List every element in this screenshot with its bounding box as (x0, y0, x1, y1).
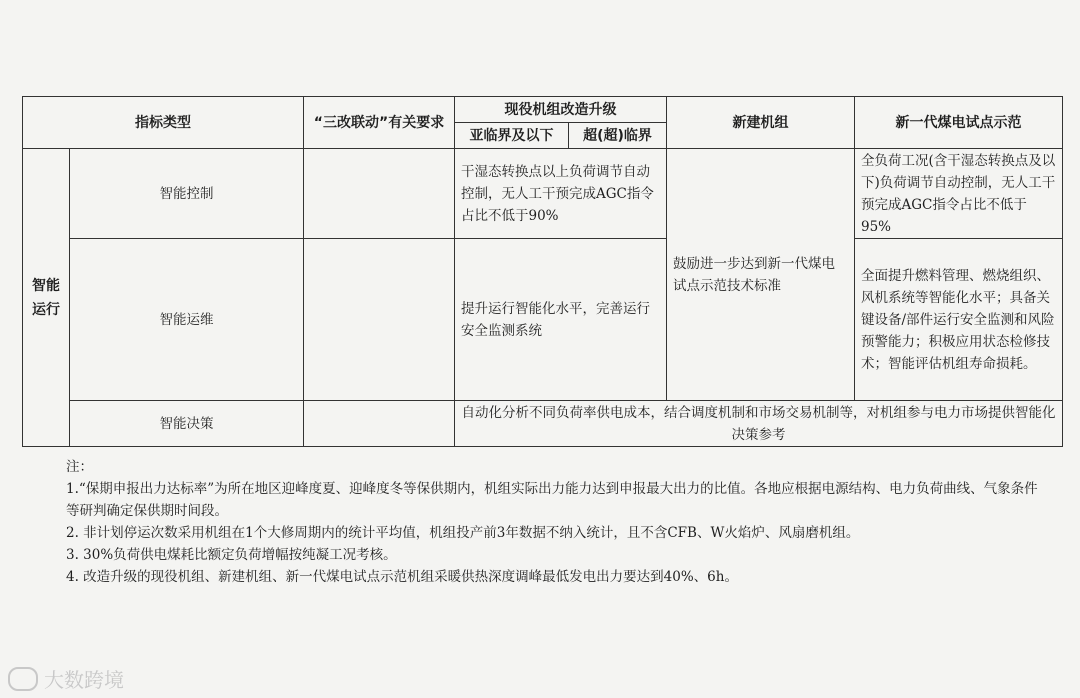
spec-table (22, 96, 1063, 447)
next-gen-control: 全负荷工况(含干湿态转换点及以下)负荷调节自动控制，无人工干预完成AGC指令占比不低于95% (855, 149, 1063, 239)
note-1: 1.“保期申报出力达标率”为所在地区迎峰度夏、迎峰度冬等保供期内，机组实际出力能力达到申报最大出力的比值。各地应根据电源结构、电力负荷曲线、气象条件等研判确定保供期时间段。 (66, 481, 1038, 519)
note-2: 2. 非计划停运次数采用机组在1个大修周期内的统计平均值，机组投产前3年数据不纳入统计，且不含CFB、W火焰炉、风扇磨机组。 (66, 525, 860, 541)
row-smart-maintenance (23, 239, 1063, 401)
header-row-1 (23, 97, 1063, 123)
three-reform-control (304, 149, 455, 239)
row-name-maintenance: 智能运维 (70, 239, 304, 401)
note-3: 3. 30%负荷供电煤耗比额定负荷增幅按纯凝工况考核。 (66, 547, 397, 563)
group-label-smart-operation: 智能 运行 (23, 149, 70, 447)
three-reform-decision (304, 401, 455, 447)
header-subcritical: 亚临界及以下 (455, 123, 569, 149)
header-next-gen: 新一代煤电试点示范 (855, 97, 1063, 149)
watermark (8, 664, 124, 693)
header-new-units: 新建机组 (667, 97, 855, 149)
header-indicator-type: 指标类型 (23, 97, 304, 149)
note-4: 4. 改造升级的现役机组、新建机组、新一代煤电试点示范机组采暖供热深度调峰最低发电出力要达到40%、6h。 (66, 569, 738, 585)
notes-title: 注： (66, 459, 93, 475)
row-smart-decision (23, 401, 1063, 447)
cloud-logo-icon (8, 667, 38, 691)
row-smart-control (23, 149, 1063, 239)
header-existing-units: 现役机组改造升级 (455, 97, 667, 123)
row-name-decision: 智能决策 (70, 401, 304, 447)
next-gen-maintenance: 全面提升燃料管理、燃烧组织、风机系统等智能化水平；具备关键设备/部件运行安全监测和风险预警能力；积极应用状态检修技术；智能评估机组寿命损耗。 (855, 239, 1063, 401)
existing-control: 干湿态转换点以上负荷调节自动控制，无人工干预完成AGC指令占比不低于90% (455, 149, 667, 239)
existing-maintenance: 提升运行智能化水平，完善运行安全监测系统 (455, 239, 667, 401)
header-supercritical: 超(超)临界 (569, 123, 667, 149)
decision-text: 自动化分析不同负荷率供电成本，结合调度机制和市场交易机制等，对机组参与电力市场提供智能化决策参考 (455, 401, 1063, 447)
notes-section (66, 456, 1046, 588)
header-three-reform: “三改联动”有关要求 (304, 97, 455, 149)
row-name-control: 智能控制 (70, 149, 304, 239)
three-reform-maintenance (304, 239, 455, 401)
watermark-text: 大数跨境 (44, 668, 124, 692)
new-units-text: 鼓励进一步达到新一代煤电试点示范技术标准 (667, 149, 855, 401)
